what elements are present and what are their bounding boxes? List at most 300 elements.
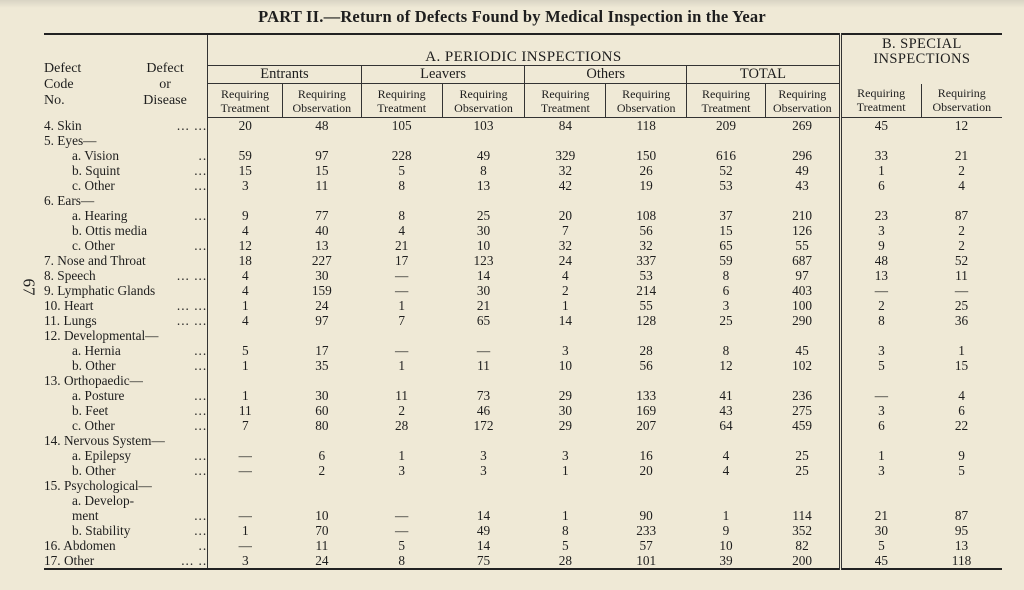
cell-value: 55 bbox=[765, 238, 840, 253]
table-row bbox=[44, 238, 1002, 253]
cell-value: 65 bbox=[476, 313, 491, 328]
cell-value: 10 bbox=[558, 358, 572, 373]
cell-value bbox=[361, 193, 442, 208]
subheader-requiring-observation bbox=[282, 84, 361, 118]
cell-value: — bbox=[238, 538, 252, 553]
subheader-line: Requiring bbox=[778, 86, 827, 101]
cell-value: 459 bbox=[765, 418, 840, 433]
subheader-line: Requiring bbox=[541, 86, 590, 101]
cell-value bbox=[840, 133, 921, 148]
cell-value: 2 bbox=[562, 283, 569, 298]
cell-value: 11 bbox=[238, 403, 252, 418]
cell-value: 11 bbox=[315, 538, 329, 553]
cell-value: 56 bbox=[639, 358, 653, 373]
cell-value: 53 bbox=[719, 178, 733, 193]
table-row bbox=[44, 418, 1002, 433]
cell-value: 7 bbox=[241, 418, 249, 433]
leader-dots: ... bbox=[137, 388, 208, 403]
cell-value: 9 bbox=[241, 208, 249, 223]
subheader-line: Observation bbox=[292, 100, 352, 115]
cell-value: 5 bbox=[562, 538, 569, 553]
table-row bbox=[44, 358, 1002, 373]
cell-value: 32 bbox=[558, 238, 572, 253]
subheader-line: Observation bbox=[454, 100, 513, 115]
cell-value bbox=[208, 133, 283, 148]
header-code-line3: No. bbox=[44, 93, 65, 108]
cell-value: — bbox=[395, 343, 409, 358]
cell-value bbox=[765, 493, 840, 508]
table-row bbox=[44, 538, 1002, 553]
cell-value: 3 bbox=[878, 343, 885, 358]
cell-value: 1 bbox=[241, 388, 249, 403]
cell-value: 30 bbox=[476, 283, 491, 298]
cell-value: 4 bbox=[958, 178, 965, 193]
subheader-requiring-observation bbox=[442, 84, 525, 118]
cell-value: 77 bbox=[315, 208, 329, 223]
cell-value: 97 bbox=[765, 268, 840, 283]
cell-value: 118 bbox=[636, 118, 656, 133]
cell-value: 18 bbox=[238, 253, 252, 268]
leader-dots: .. bbox=[137, 148, 208, 163]
cell-value: 8 bbox=[878, 313, 885, 328]
cell-value: 275 bbox=[765, 403, 840, 418]
subheader-line: Observation bbox=[932, 100, 992, 115]
subheader-line: Requiring bbox=[459, 86, 508, 101]
cell-value: 3 bbox=[480, 463, 487, 478]
defect-label: b. Other bbox=[72, 358, 116, 373]
table-row bbox=[44, 283, 1002, 298]
cell-value: 30 bbox=[558, 403, 572, 418]
cell-value bbox=[442, 493, 525, 508]
cell-value: 228 bbox=[391, 148, 412, 163]
cell-value bbox=[606, 328, 687, 343]
leader-dots: ... bbox=[137, 343, 208, 358]
cell-value: 28 bbox=[639, 343, 653, 358]
cell-value: 3 bbox=[722, 298, 730, 313]
defect-label: a. Develop- bbox=[72, 493, 135, 508]
cell-value: 33 bbox=[874, 148, 889, 163]
cell-value: 90 bbox=[639, 508, 653, 523]
cell-value: 2 bbox=[958, 163, 965, 178]
cell-value: 1 bbox=[722, 508, 730, 523]
cell-value: 45 bbox=[765, 343, 840, 358]
leader-dots: ... bbox=[137, 358, 208, 373]
cell-value: 2 bbox=[318, 463, 326, 478]
table-row bbox=[44, 478, 1002, 493]
table-row bbox=[44, 433, 1002, 448]
cell-value bbox=[282, 433, 361, 448]
leader-dots: ... bbox=[137, 178, 208, 193]
table-row bbox=[44, 268, 1002, 283]
cell-value: 5 bbox=[878, 358, 885, 373]
cell-value bbox=[687, 478, 766, 493]
cell-value bbox=[525, 193, 606, 208]
cell-value: 48 bbox=[315, 118, 329, 133]
cell-value: 6 bbox=[878, 418, 885, 433]
cell-value bbox=[361, 373, 442, 388]
cell-value: 4 bbox=[562, 268, 569, 283]
cell-value: 65 bbox=[719, 238, 733, 253]
cell-value: 28 bbox=[395, 418, 409, 433]
cell-value: 352 bbox=[765, 523, 840, 538]
cell-value: 20 bbox=[238, 118, 252, 133]
cell-value: 28 bbox=[558, 553, 572, 568]
table-row bbox=[44, 208, 1002, 223]
cell-value: 1 bbox=[398, 298, 405, 313]
cell-value: 15 bbox=[719, 223, 733, 238]
cell-value: 43 bbox=[765, 178, 840, 193]
cell-value: 403 bbox=[765, 283, 840, 298]
defect-label: 6. Ears— bbox=[44, 193, 95, 208]
cell-value bbox=[442, 478, 525, 493]
cell-value: 29 bbox=[558, 388, 572, 403]
cell-value: 87 bbox=[954, 208, 969, 223]
cell-value bbox=[765, 478, 840, 493]
cell-value: 1 bbox=[878, 448, 885, 463]
cell-value: 24 bbox=[315, 298, 329, 313]
cell-value: 290 bbox=[765, 313, 840, 328]
cell-value: 9 bbox=[722, 523, 730, 538]
cell-value: 14 bbox=[476, 538, 491, 553]
table-row bbox=[44, 508, 1002, 523]
cell-value: 102 bbox=[765, 358, 840, 373]
subheader-line: Requiring bbox=[297, 86, 346, 101]
cell-value: 12 bbox=[954, 118, 969, 133]
section-b-line1: B. SPECIAL bbox=[881, 36, 962, 52]
cell-value: 16 bbox=[639, 448, 653, 463]
cell-value bbox=[606, 433, 687, 448]
cell-value bbox=[208, 193, 283, 208]
cell-value: 4 bbox=[722, 448, 730, 463]
cell-value bbox=[921, 433, 1002, 448]
cell-value bbox=[525, 373, 606, 388]
cell-value: 6 bbox=[958, 403, 965, 418]
cell-value: 3 bbox=[398, 463, 405, 478]
cell-value: 39 bbox=[719, 553, 733, 568]
cell-value: 3 bbox=[241, 553, 249, 568]
defect-label: b. Stability bbox=[72, 523, 131, 538]
table-row bbox=[44, 223, 1002, 238]
subheader-line: Requiring bbox=[702, 86, 750, 101]
leader-dots: ... bbox=[137, 163, 208, 178]
table-row bbox=[44, 493, 1002, 508]
cell-value: 11 bbox=[395, 388, 409, 403]
cell-value: 227 bbox=[311, 253, 332, 268]
cell-value: 15 bbox=[954, 358, 969, 373]
cell-value: 5 bbox=[958, 463, 965, 478]
cell-value: 1 bbox=[878, 163, 885, 178]
cell-value: 2 bbox=[398, 403, 405, 418]
header-code-line2: Code bbox=[44, 77, 74, 92]
cell-value: 25 bbox=[719, 313, 733, 328]
cell-value bbox=[840, 193, 921, 208]
cell-value: 45 bbox=[874, 118, 889, 133]
cell-value: 207 bbox=[636, 418, 657, 433]
leader-dots bbox=[137, 493, 208, 508]
cell-value: 84 bbox=[558, 118, 572, 133]
cell-value: 52 bbox=[719, 163, 733, 178]
cell-value bbox=[840, 493, 921, 508]
cell-value bbox=[840, 433, 921, 448]
defect-label: a. Epilepsy bbox=[72, 448, 132, 463]
cell-value: 236 bbox=[765, 388, 840, 403]
leader-dots: ... ... bbox=[137, 268, 208, 283]
defect-label: c. Other bbox=[72, 238, 115, 253]
cell-value: 337 bbox=[636, 253, 657, 268]
cell-value bbox=[765, 328, 840, 343]
defect-label: 16. Abdomen bbox=[44, 538, 116, 553]
cell-value: 210 bbox=[765, 208, 840, 223]
subheader-line: Observation bbox=[616, 100, 676, 115]
cell-value: 22 bbox=[954, 418, 969, 433]
defect-label: b. Feet bbox=[72, 403, 109, 418]
cell-value: 1 bbox=[958, 343, 965, 358]
cell-value bbox=[361, 433, 442, 448]
cell-value bbox=[921, 478, 1002, 493]
table-row bbox=[44, 343, 1002, 358]
cell-value: 87 bbox=[954, 508, 969, 523]
defect-label: c. Other bbox=[72, 178, 115, 193]
cell-value: 11 bbox=[477, 358, 490, 373]
cell-value bbox=[361, 133, 442, 148]
leader-dots: ... bbox=[137, 508, 208, 523]
subheader-requiring-observation bbox=[765, 84, 840, 118]
cell-value: 59 bbox=[719, 253, 733, 268]
cell-value: 12 bbox=[719, 358, 733, 373]
defect-label: 17. Other bbox=[44, 553, 95, 568]
cell-value: 233 bbox=[636, 523, 657, 538]
defect-label: 14. Nervous System— bbox=[44, 433, 208, 448]
cell-value: 97 bbox=[315, 313, 329, 328]
cell-value bbox=[921, 328, 1002, 343]
cell-value bbox=[361, 493, 442, 508]
cell-value: 30 bbox=[874, 523, 889, 538]
cell-value bbox=[606, 478, 687, 493]
cell-value bbox=[687, 493, 766, 508]
cell-value: 3 bbox=[562, 343, 569, 358]
table-row bbox=[44, 298, 1002, 313]
defect-label: a. Vision bbox=[72, 148, 119, 163]
cell-value: 55 bbox=[639, 298, 653, 313]
subheader-line: Treatment bbox=[856, 100, 906, 115]
subheader-line: Requiring bbox=[937, 86, 986, 101]
cell-value bbox=[525, 478, 606, 493]
cell-value bbox=[208, 373, 283, 388]
cell-value: 95 bbox=[954, 523, 969, 538]
cell-value: 10 bbox=[476, 238, 491, 253]
cell-value: 23 bbox=[874, 208, 889, 223]
cell-value: 25 bbox=[954, 298, 969, 313]
cell-value: — bbox=[395, 523, 409, 538]
cell-value bbox=[442, 193, 525, 208]
cell-value bbox=[921, 193, 1002, 208]
cell-value: 3 bbox=[562, 448, 569, 463]
cell-value: 101 bbox=[636, 553, 657, 568]
cell-value: 10 bbox=[719, 538, 733, 553]
cell-value: — bbox=[238, 508, 252, 523]
cell-value: 29 bbox=[558, 418, 572, 433]
cell-value: 8 bbox=[722, 343, 730, 358]
cell-value: — bbox=[476, 343, 491, 358]
defect-label: 8. Speech bbox=[44, 268, 96, 283]
cell-value bbox=[765, 133, 840, 148]
cell-value: 5 bbox=[398, 538, 405, 553]
cell-value: 60 bbox=[315, 403, 329, 418]
subheader-requiring-treatment bbox=[208, 84, 283, 118]
subheader-line: Observation bbox=[772, 100, 832, 115]
cell-value: 200 bbox=[765, 553, 840, 569]
defect-label: a. Posture bbox=[72, 388, 125, 403]
cell-value: 48 bbox=[874, 253, 889, 268]
cell-value: — bbox=[874, 388, 889, 403]
table-row bbox=[44, 463, 1002, 478]
cell-value: 4 bbox=[722, 463, 730, 478]
cell-value: 14 bbox=[476, 268, 491, 283]
cell-value: 3 bbox=[241, 178, 249, 193]
cell-value bbox=[361, 478, 442, 493]
defect-label: 7. Nose and Throat bbox=[44, 253, 208, 268]
cell-value: 42 bbox=[558, 178, 572, 193]
cell-value: 687 bbox=[765, 253, 840, 268]
defect-label: b. Other bbox=[72, 463, 116, 478]
cell-value: 21 bbox=[954, 148, 969, 163]
subheader-requiring-observation bbox=[921, 84, 1002, 118]
cell-value: 46 bbox=[476, 403, 491, 418]
cell-value: 8 bbox=[480, 163, 487, 178]
cell-value: 100 bbox=[765, 298, 840, 313]
cell-value: 57 bbox=[639, 538, 653, 553]
cell-value bbox=[361, 328, 442, 343]
cell-value bbox=[282, 493, 361, 508]
cell-value: 11 bbox=[315, 178, 329, 193]
defect-label: 11. Lungs bbox=[44, 313, 97, 328]
header-code-line1: Defect bbox=[44, 61, 82, 76]
cell-value: 269 bbox=[765, 118, 840, 134]
cell-value: 8 bbox=[562, 523, 569, 538]
cell-value: 8 bbox=[398, 178, 405, 193]
cell-value: 11 bbox=[955, 268, 968, 283]
header-defect-disease bbox=[137, 34, 208, 118]
cell-value: — bbox=[395, 508, 409, 523]
cell-value: 1 bbox=[398, 448, 405, 463]
page-title: PART II.—Return of Defects Found by Medical Inspection in the Year bbox=[258, 7, 766, 26]
subheader-requiring-treatment bbox=[361, 84, 442, 118]
defect-label: 5. Eyes— bbox=[44, 133, 97, 148]
cell-value: 128 bbox=[636, 313, 657, 328]
cell-value bbox=[687, 433, 766, 448]
cell-value: 97 bbox=[315, 148, 329, 163]
cell-value: 30 bbox=[315, 388, 329, 403]
leader-dots: ... bbox=[137, 523, 208, 538]
defect-label: a. Hearing bbox=[72, 208, 128, 223]
subheader-requiring-treatment bbox=[840, 84, 921, 118]
table-row bbox=[44, 328, 1002, 343]
cell-value: 25 bbox=[476, 208, 491, 223]
group-leavers: Leavers bbox=[361, 66, 525, 84]
group-others: Others bbox=[525, 66, 687, 84]
cell-value: 214 bbox=[636, 283, 657, 298]
cell-value: 59 bbox=[238, 148, 252, 163]
cell-value: 30 bbox=[476, 223, 491, 238]
cell-value: 8 bbox=[398, 553, 405, 568]
cell-value: 73 bbox=[476, 388, 491, 403]
cell-value bbox=[525, 493, 606, 508]
subheader-requiring-observation bbox=[606, 84, 687, 118]
cell-value: 45 bbox=[874, 553, 889, 568]
leader-dots: ... bbox=[137, 403, 208, 418]
cell-value bbox=[282, 328, 361, 343]
cell-value bbox=[208, 493, 283, 508]
defect-label: 13. Orthopaedic— bbox=[44, 373, 208, 388]
cell-value: — bbox=[395, 268, 409, 283]
cell-value bbox=[921, 493, 1002, 508]
cell-value bbox=[840, 478, 921, 493]
cell-value: 17 bbox=[395, 253, 409, 268]
cell-value: 17 bbox=[315, 343, 329, 358]
table-row bbox=[44, 193, 1002, 208]
cell-value: 35 bbox=[315, 358, 329, 373]
cell-value: 12 bbox=[238, 238, 252, 253]
leader-dots bbox=[137, 193, 208, 208]
cell-value: 1 bbox=[241, 298, 249, 313]
cell-value: 6 bbox=[722, 283, 730, 298]
group-entrants: Entrants bbox=[208, 66, 362, 84]
cell-value: 41 bbox=[719, 388, 733, 403]
cell-value bbox=[606, 373, 687, 388]
cell-value: 1 bbox=[562, 508, 569, 523]
cell-value: 2 bbox=[958, 223, 965, 238]
subheader-line: Treatment bbox=[377, 100, 427, 115]
cell-value: 108 bbox=[636, 208, 657, 223]
cell-value: 80 bbox=[315, 418, 329, 433]
cell-value: 24 bbox=[315, 553, 329, 568]
leader-dots: ... bbox=[137, 238, 208, 253]
cell-value: 49 bbox=[765, 163, 840, 178]
leader-dots: ... ... bbox=[137, 313, 208, 328]
cell-value bbox=[765, 193, 840, 208]
defect-label: ment bbox=[72, 508, 99, 523]
leader-dots: ... bbox=[137, 463, 208, 478]
cell-value: 21 bbox=[874, 508, 889, 523]
cell-value: 13 bbox=[476, 178, 491, 193]
defect-label: 12. Developmental— bbox=[44, 328, 208, 343]
cell-value: 7 bbox=[398, 313, 405, 328]
subheader-line: Requiring bbox=[221, 86, 270, 101]
cell-value bbox=[208, 478, 283, 493]
cell-value: 75 bbox=[476, 553, 491, 568]
cell-value: 114 bbox=[765, 508, 840, 523]
cell-value: 4 bbox=[241, 313, 249, 328]
cell-value: 4 bbox=[958, 388, 965, 403]
defect-label: b. Ottis media bbox=[44, 223, 208, 238]
cell-value: 70 bbox=[315, 523, 329, 538]
header-disease-line3: Disease bbox=[143, 93, 187, 108]
cell-value: 6 bbox=[878, 178, 885, 193]
cell-value: 20 bbox=[639, 463, 653, 478]
cell-value: 616 bbox=[716, 148, 736, 163]
defect-label: 4. Skin bbox=[44, 117, 82, 133]
section-b-line2: INSPECTIONS bbox=[873, 51, 971, 67]
leader-dots: ... bbox=[137, 448, 208, 463]
leader-dots: ... bbox=[137, 418, 208, 433]
table-row bbox=[44, 448, 1002, 463]
cell-value: 3 bbox=[480, 448, 487, 463]
cell-value: 329 bbox=[555, 148, 576, 163]
cell-value: 3 bbox=[878, 223, 885, 238]
cell-value: 1 bbox=[562, 298, 569, 313]
cell-value: 209 bbox=[716, 118, 736, 133]
cell-value bbox=[442, 133, 525, 148]
